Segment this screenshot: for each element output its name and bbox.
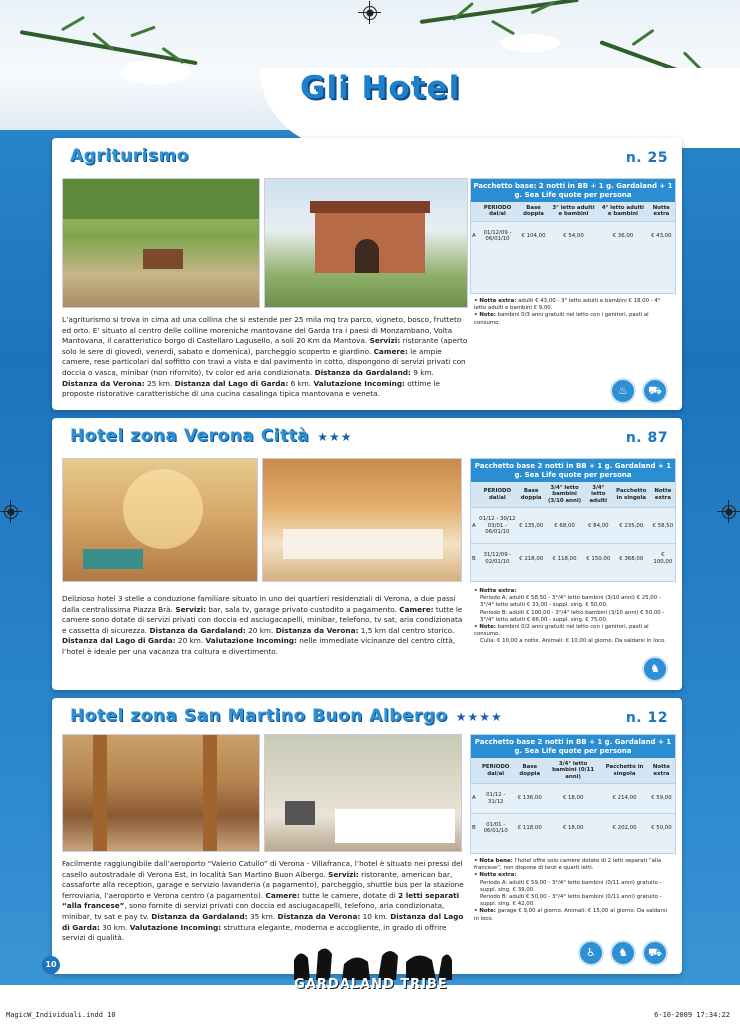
footer-file: MagicW_Individuali.indd 10 (6, 1011, 116, 1019)
photo-breakfast (262, 458, 462, 582)
arch (355, 239, 379, 273)
registration-mark (722, 505, 736, 519)
col-header: 4° letto adulti e bambini (598, 202, 647, 221)
fir-needle (130, 26, 155, 38)
col-header: Base doppia (518, 482, 544, 508)
foliage (63, 179, 260, 219)
fir-needle (61, 16, 85, 32)
price-notes: • Notte extra: Periodo A: adulti € 58,50 - 3°/4° letto bambini (3/10 anni) € 25,00 - 3°/4° letto adulti € 33,00 - suppl. sing. € 50,00. Periodo B: adulti € 100,00 - 3°/4° letto bambini (3/10 anni) € 50,00 - 3°/4° letto adulti € 66,00 - suppl. sing. € 75,00. • Note: bambini 0/2 anni gratuiti nel letto con i genitori, pasti al consumo. Culla: € 10,00 a notte. Animali: € 10,00 al giorno. Da saldarsi in loco. (474, 588, 666, 645)
package-header: Pacchetto base 2 notti in BB + 1 g. Gardaland + 1 g. Sea Life quote per persona (471, 735, 675, 758)
photo-lobby (62, 458, 258, 582)
wheelchair-icon: ♿ (578, 940, 604, 966)
price-notes: • Nota bene: l’hotel offre solo camere dotate di 2 letti separati “alla francese”, non dispone di terzi e quarti letti. • Notte extra: Periodo A: adulti € 59,00 - 3°/4° letto bambini (0/11 anni) gratuito - suppl. sing. € 39,00. Periodo B: adulti € 50,00 - 3°/4° letto bambini (0/11 anni) gratuito - suppl. sing. € 42,00. • Note: garage € 9,00 al giorno. Animali: € 15,00 al giorno. Da saldarsi in loco. (474, 858, 668, 922)
armchair (83, 549, 143, 569)
table-row: A 01/12 - 31/12 € 136,00 € 18,00 € 214,00 € 59,00 (471, 784, 675, 814)
column (203, 735, 217, 852)
hotel-card-san-martino (52, 698, 682, 974)
price-table-panel (470, 178, 676, 294)
buffet-table (283, 529, 443, 559)
registration-mark (4, 505, 18, 519)
hotel-number: n. 87 (625, 430, 668, 446)
col-header: 3/4° letto adulti (585, 482, 612, 508)
price-table (471, 202, 675, 251)
table-row: A 01/12 - 30/12 03/01 - 06/01/10 € 135,00 € 68,00 € 84,00 € 235,00 € 58,50 (471, 508, 675, 544)
package-header: Pacchetto base 2 notti in BB + 1 g. Gardaland + 1 g. Sea Life quote per persona (471, 459, 675, 482)
col-header: PERIODO dal/al (477, 482, 518, 508)
hotel-description: Facilmente raggiungibile dall’aeroporto “Valerio Catullo” di Verona - Villafranca, l’hotel è situato nei pressi del casello autostradale di Verona Est, in località San Martino Buon Albergo. Servizi: ristorante, american bar, cassaforte alla reception, garage e servizio lavanderia (a pagamento), parcheggio, shuttle bus per la stazione ferroviaria, l’aeroporto e Verona centro (a pagamento). Camere: tutte le camere, dotate di 2 letti separati “alla francese”, sono fornite di servizi privati con doccia ed asciugacapelli, telefono, aria condizionata, minibar, tv sat e pay tv. Distanza da Gardaland: 35 km. Distanza da Verona: 10 km. Distanza dal Lago di Garda: 30 km. Valutazione Incoming: struttura elegante, moderna e accogliente, in grado di offrire servizi di qualità. (62, 859, 464, 943)
hotel-title: Hotel zona Verona Città ★★★ (70, 426, 353, 446)
hotel-title: Hotel zona San Martino Buon Albergo ★★★★ (70, 706, 503, 726)
col-header: 3/4° letto bambini (3/10 anni) (544, 482, 584, 508)
hotel-number: n. 25 (625, 150, 668, 166)
col-header: Pacchetto in singola (612, 482, 651, 508)
snow-patch (500, 34, 560, 52)
column (93, 735, 107, 852)
hotel-title: Agriturismo (70, 146, 189, 166)
page-title: Gli Hotel (300, 70, 461, 106)
col-header: PERIODO dal/al (477, 202, 519, 221)
fir-needle (491, 20, 515, 36)
photo-pergola (62, 178, 260, 308)
photo-hall (62, 734, 260, 852)
photo-farmhouse (264, 178, 468, 308)
hotel-card-agriturismo (52, 138, 682, 410)
col-header: PERIODO dal/al (477, 758, 515, 784)
hotel-card-verona-citta (52, 418, 682, 690)
price-table (471, 482, 675, 573)
tribe-silhouette-icon (286, 942, 456, 982)
col-header: Base doppia (515, 758, 545, 784)
col-header: 3/4° letto bambini (0/11 anni) (545, 758, 601, 784)
snow-patch (120, 60, 190, 84)
logo-text: GARDALAND TRIBE (294, 977, 448, 992)
col-header: Pacchetto in singola (601, 758, 648, 784)
star-rating: ★★★ (317, 430, 353, 444)
hotel-description: Delizioso hotel 3 stelle a conduzione familiare situato in uno dei quartieri residenziali di Verona, a due passi dalla centralissima Piazza Brà. Servizi: bar, sala tv, garage privato custodito a pagamento. Camere: tutte le camere sono dotate di servizi privati con doccia ed asciugacapelli, minibar, telefono, tv sat, aria condizionata e cassetta di sicurezza. Distanza da Gardaland: 20 km. Distanza da Verona: 1,5 km dal centro storico. Distanza dal Lago di Garda: 20 km. Valutazione Incoming: nelle immediate vicinanze del centro città, l’hotel è ideale per una vacanza tra cultura e divertimento. (62, 594, 463, 656)
col-header: 3° letto adulti e bambini (549, 202, 598, 221)
price-table-panel (470, 458, 676, 582)
col-header: Base doppia (518, 202, 548, 221)
fir-branch (420, 0, 579, 24)
hotel-description: L’agriturismo si trova in cima ad una collina che si estende per 25 mila mq tra parco, vigneto, bosco, frutteto ed orto. E’ situato al centro delle colline moreniche mantovane del Garda tra i paesi di Monzambano, Volta Mantovana, il caratteristico borgo di Castellaro Lagusello, a soli 20 Km da Mantova. Servizi: ristorante (aperto solo le sere di giovedì, venerdì, sabato e domenica), parcheggio scoperto e giardino. Camere: le ampie camere, rese particolari dal soffitto con travi a vista e dal pavimento in cotto, dispongono di servizi privati con doccia o vasca, minibar (non rifornito), tv color ed aria condizionata. Distanza da Gardaland: 9 km. Distanza da Verona: 25 km. Distanza dal Lago di Garda: 6 km. Valutazione Incoming: ottime le proposte ristorative caratteristiche di una cucina casalinga tipica mantovana e veneta. (62, 315, 468, 399)
gardaland-tribe-logo (286, 942, 456, 996)
footer-timestamp: 6-10-2009 17:34:22 (654, 1011, 730, 1019)
col-header: Notte extra (648, 758, 675, 784)
price-notes: • Notte extra: adulti € 43,00 - 3° letto adulti e bambini € 18,00 - 4° letto adulti e bambini € 9,00. • Note: bambini 0/3 anni gratuiti nel letto con i genitori, pasti al consumo. (474, 298, 661, 326)
restaurant-icon: ♨ (610, 378, 636, 404)
table-row: A 01/12/09 - 06/01/10 € 104,00 € 54,00 € 36,00 € 43,00 (471, 221, 675, 250)
col-header: Notte extra (651, 482, 675, 508)
car-icon: ⛟ (642, 378, 668, 404)
car-icon: ⛟ (642, 940, 668, 966)
tv (285, 801, 315, 825)
table-row: B 01/01 - 06/01/10 € 118,00 € 18,00 € 202,00 € 50,00 (471, 814, 675, 843)
fir-needle (631, 29, 654, 46)
photo-bedroom (264, 734, 462, 852)
price-table (471, 758, 675, 843)
price-table-panel (470, 734, 676, 854)
dog-icon: ♞ (642, 656, 668, 682)
table-row: B 31/12/09 - 02/01/10 € 218,00 € 118,00 € 150,00 € 368,00 € 100,00 (471, 544, 675, 573)
table (143, 249, 183, 269)
roof (310, 201, 430, 213)
arch-light (123, 469, 203, 549)
dog-icon: ♞ (610, 940, 636, 966)
star-rating: ★★★★ (455, 710, 503, 724)
package-header: Pacchetto base: 2 notti in BB + 1 g. Gardaland + 1 g. Sea Life quote per persona (471, 179, 675, 202)
registration-mark (363, 6, 377, 20)
col-header: Notte extra (648, 202, 675, 221)
bed (335, 809, 455, 843)
page-number: 10 (42, 956, 60, 974)
hotel-number: n. 12 (625, 710, 668, 726)
fir-needle (452, 2, 474, 21)
